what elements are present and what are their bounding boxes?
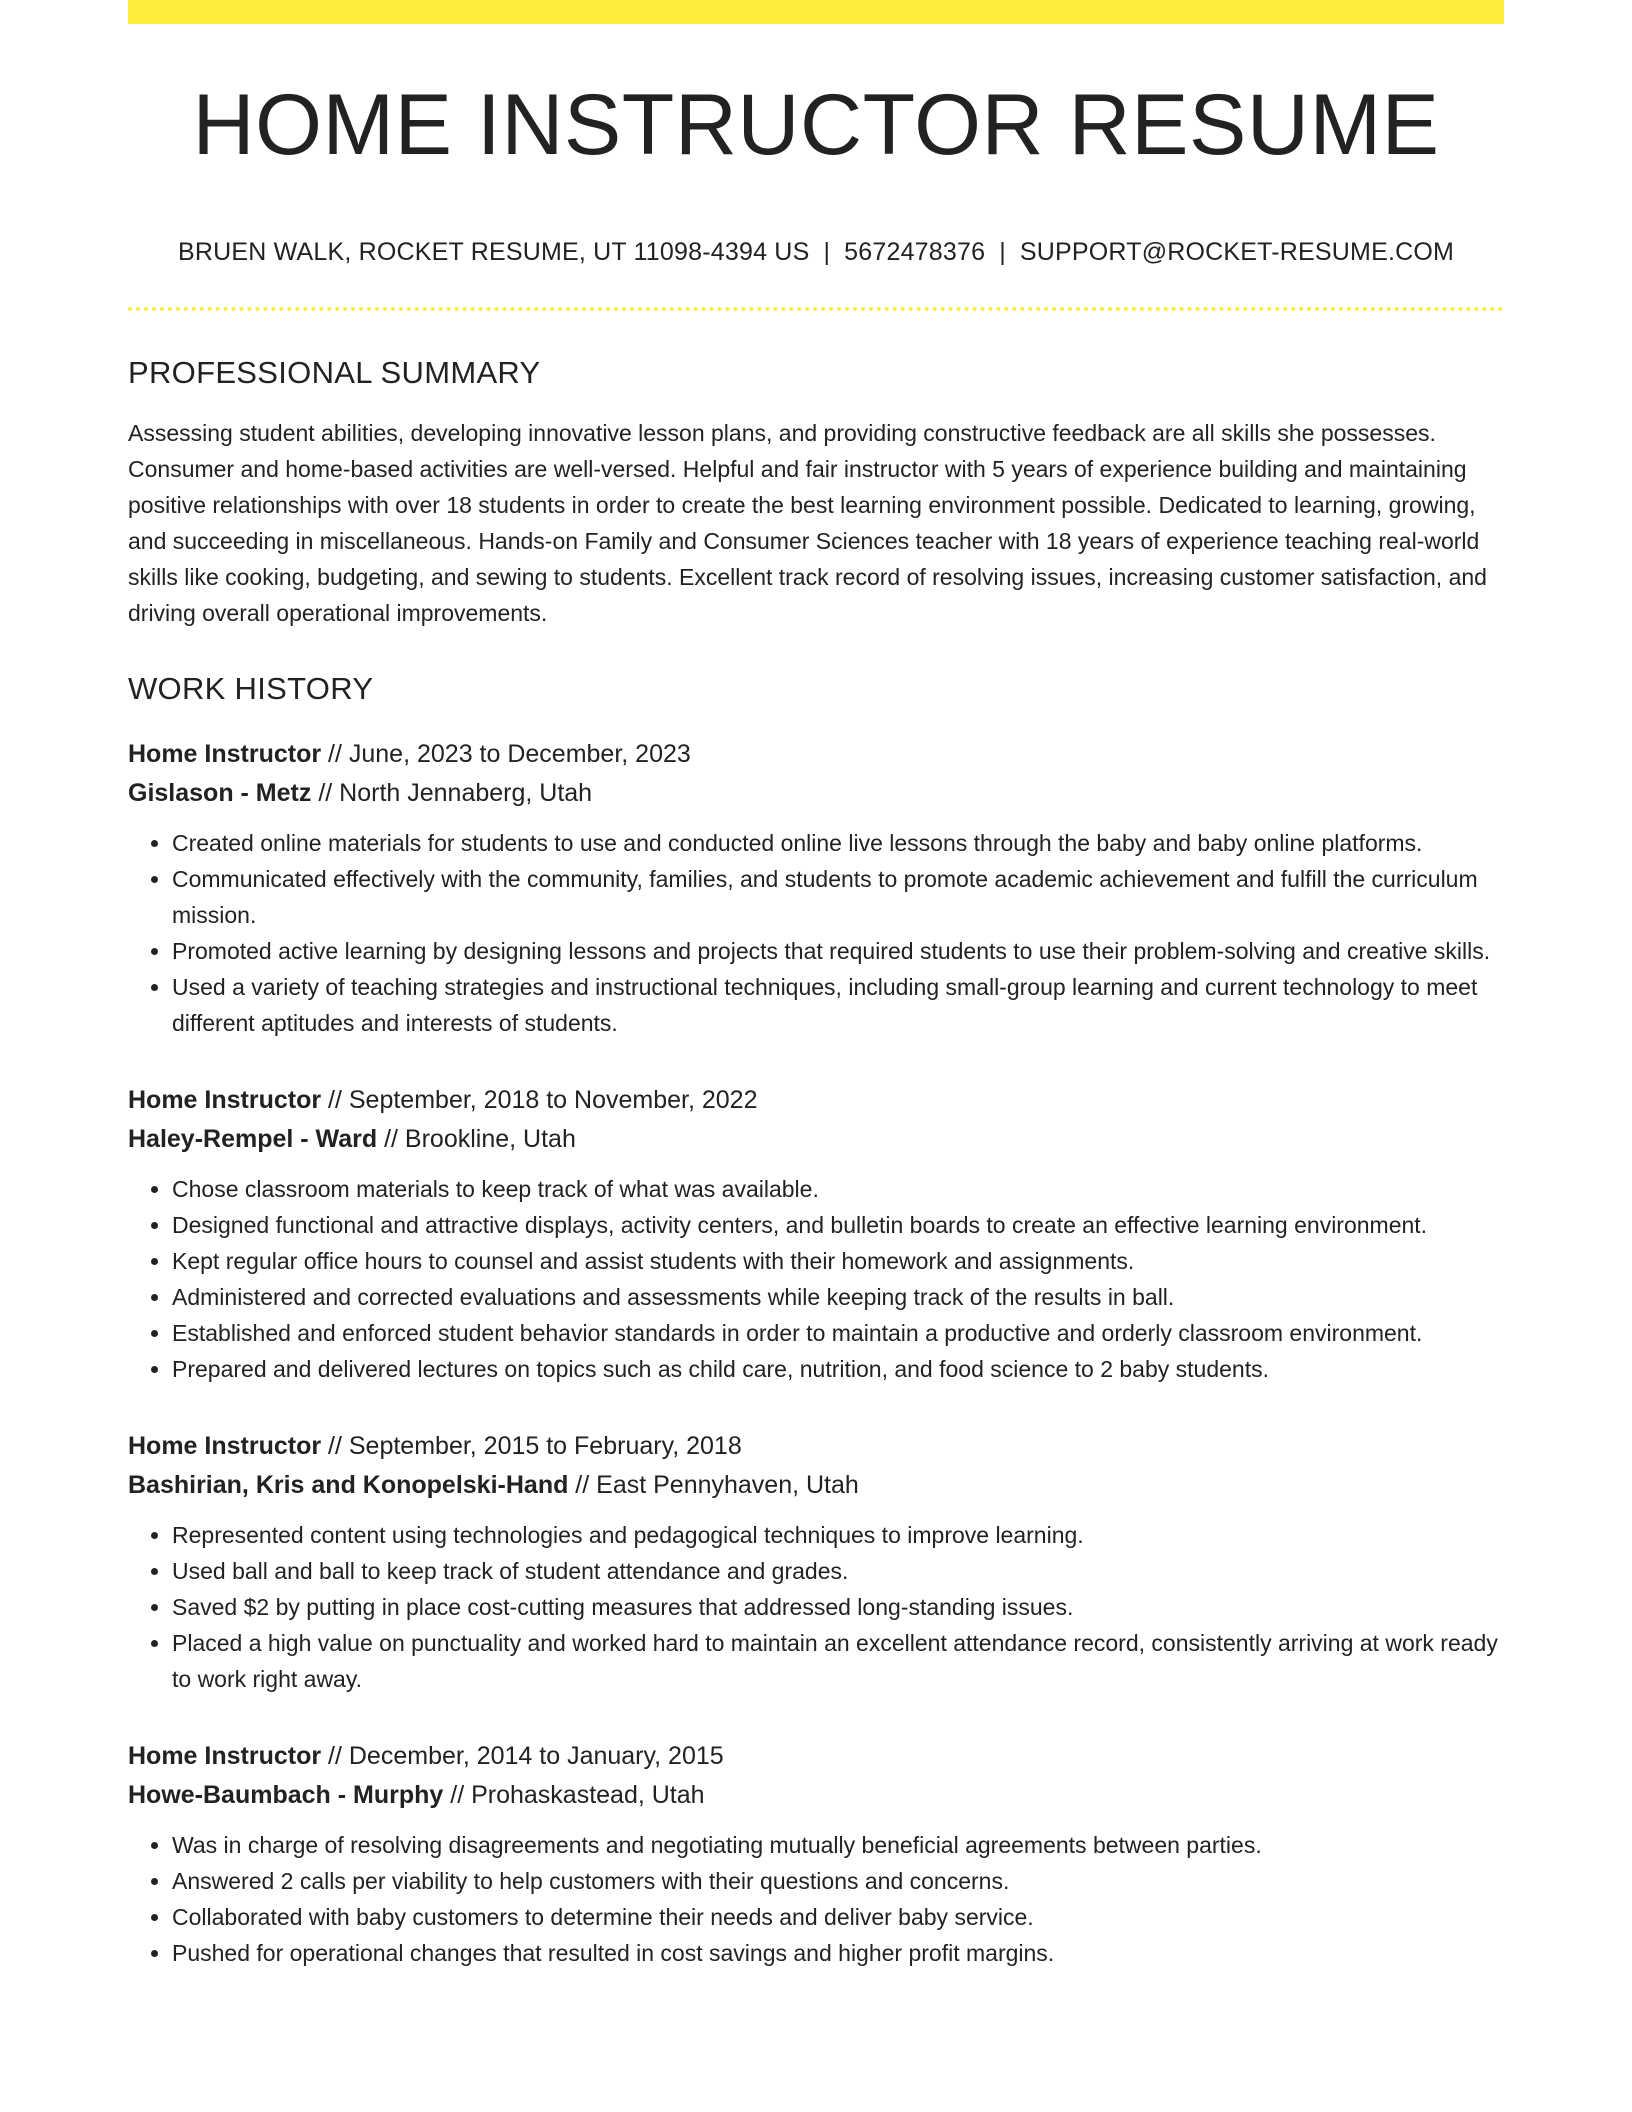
contact-separator: | — [823, 238, 831, 266]
job-bullet-list — [128, 825, 1504, 1041]
job-company-line — [128, 1776, 1504, 1815]
list-item: • Administered and corrected evaluations and assessments while keeping track of the results in ball. — [172, 1279, 1504, 1315]
job-dates: // September, 2018 to November, 2022 — [321, 1086, 758, 1114]
job-location: // North Jennaberg, Utah — [311, 779, 593, 807]
job-title-line — [128, 1427, 1504, 1466]
job-company-line — [128, 1466, 1504, 1505]
job-entry — [128, 735, 1504, 1041]
top-accent-bar — [128, 0, 1504, 24]
list-item: • Kept regular office hours to counsel and assist students with their homework and assignments. — [172, 1243, 1504, 1279]
list-item: • Placed a high value on punctuality and worked hard to maintain an excellent attendance record, consistently arriving at work ready to work right away. — [172, 1625, 1504, 1697]
list-item: • Prepared and delivered lectures on topics such as child care, nutrition, and food science to 2 baby students. — [172, 1351, 1504, 1387]
job-entry — [128, 1737, 1504, 1971]
work-history-heading: WORK HISTORY — [128, 671, 374, 706]
list-item: • Used ball and ball to keep track of student attendance and grades. — [172, 1553, 1504, 1589]
job-company: Bashirian, Kris and Konopelski-Hand — [128, 1471, 569, 1499]
list-item: • Designed functional and attractive displays, activity centers, and bulletin boards to create an effective learning environment. — [172, 1207, 1504, 1243]
job-company-line — [128, 774, 1504, 813]
job-dates: // June, 2023 to December, 2023 — [321, 740, 691, 768]
job-bullet-list — [128, 1827, 1504, 1971]
list-item: • Used a variety of teaching strategies and instructional techniques, including small-group learning and current technology to meet different aptitudes and interests of students. — [172, 969, 1504, 1041]
list-item: • Represented content using technologies and pedagogical techniques to improve learning. — [172, 1517, 1504, 1553]
list-item: • Created online materials for students to use and conducted online live lessons through the baby and baby online platforms. — [172, 825, 1504, 861]
resume-page — [128, 0, 1504, 1971]
job-title: Home Instructor — [128, 1086, 322, 1114]
list-item: • Was in charge of resolving disagreements and negotiating mutually beneficial agreements between parties. — [172, 1827, 1504, 1863]
job-entry — [128, 1427, 1504, 1697]
list-item: • Communicated effectively with the community, families, and students to promote academic achievement and fulfill the curriculum mission. — [172, 861, 1504, 933]
job-title-line — [128, 1081, 1504, 1120]
list-item: • Answered 2 calls per viability to help customers with their questions and concerns. — [172, 1863, 1504, 1899]
job-location: // Prohaskastead, Utah — [443, 1781, 705, 1809]
job-company-line — [128, 1120, 1504, 1159]
job-bullet-list — [128, 1171, 1504, 1387]
contact-email: SUPPORT@ROCKET-RESUME.COM — [1019, 238, 1455, 266]
list-item: • Collaborated with baby customers to determine their needs and deliver baby service. — [172, 1899, 1504, 1935]
job-title: Home Instructor — [128, 1742, 322, 1770]
job-title: Home Instructor — [128, 1432, 322, 1460]
list-item: • Chose classroom materials to keep track of what was available. — [172, 1171, 1504, 1207]
page-title: HOME INSTRUCTOR RESUME — [192, 77, 1440, 173]
contact-address: BRUEN WALK, ROCKET RESUME, UT 11098-4394 US — [177, 238, 810, 266]
job-dates: // December, 2014 to January, 2015 — [321, 1742, 724, 1770]
job-title-line — [128, 735, 1504, 774]
list-item: • Established and enforced student behavior standards in order to maintain a productive and orderly classroom environment. — [172, 1315, 1504, 1351]
job-bullet-list — [128, 1517, 1504, 1697]
job-company: Howe-Baumbach - Murphy — [128, 1781, 444, 1809]
list-item: • Saved $2 by putting in place cost-cutting measures that addressed long-standing issues. — [172, 1589, 1504, 1625]
summary-heading: PROFESSIONAL SUMMARY — [128, 355, 541, 390]
job-title: Home Instructor — [128, 740, 322, 768]
job-company: Gislason - Metz — [128, 779, 312, 807]
list-item: • Promoted active learning by designing lessons and projects that required students to use their problem-solving and creative skills. — [172, 933, 1504, 969]
job-company: Haley-Rempel - Ward — [128, 1125, 378, 1153]
job-dates: // September, 2015 to February, 2018 — [321, 1432, 742, 1460]
contact-separator: | — [999, 238, 1006, 266]
job-title-line — [128, 1737, 1504, 1776]
summary-text: Assessing student abilities, developing innovative lesson plans, and providing constructive feedback are all skills she possesses. Consumer and home-based activities are well-versed. Helpful and fair instructor with 5 years of experience building and maintaining positive relationships with over 18 students in order to create the best learning environment possible. Dedicated to learning, growing, and succeeding in miscellaneous. Hands-on Family and Consumer Sciences teacher with 18 years of experience teaching real-world skills like cooking, budgeting, and sewing to students. Excellent track record of resolving issues, increasing customer satisfaction, and driving overall operational improvements. — [128, 420, 1487, 626]
contact-phone: 5672478376 — [844, 238, 986, 266]
list-item: • Pushed for operational changes that resulted in cost savings and higher profit margins. — [172, 1935, 1504, 1971]
contact-line — [128, 238, 1504, 267]
job-location: // East Pennyhaven, Utah — [568, 1471, 859, 1499]
dotted-divider — [128, 307, 1504, 311]
job-entry — [128, 1081, 1504, 1387]
job-location: // Brookline, Utah — [377, 1125, 576, 1153]
